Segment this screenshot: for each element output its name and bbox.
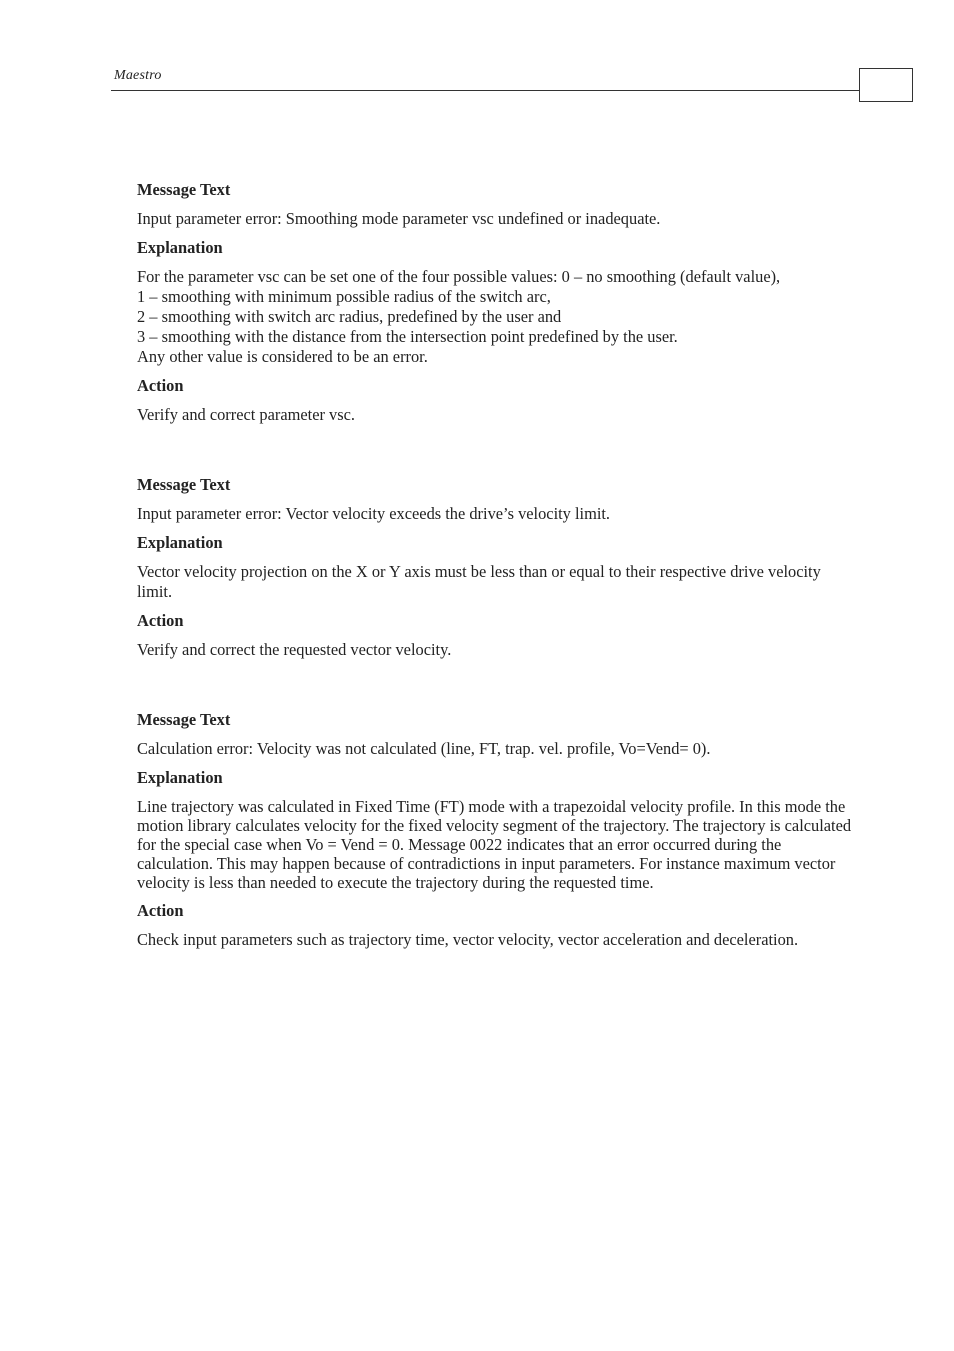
- document-body: [137, 180, 857, 949]
- explanation-line: 3 – smoothing with the distance from the intersection point predefined by the user.: [137, 327, 678, 346]
- action-heading: Action: [137, 901, 184, 920]
- explanation-line: 2 – smoothing with switch arc radius, predefined by the user and: [137, 307, 562, 326]
- explanation-text: Line trajectory was calculated in Fixed Time (FT) mode with a trapezoidal velocity profile. In this mode the motion library calculates velocity for the fixed velocity segment of the trajectory. The trajectory is calculated for the special case when Vo = Vend = 0. Message 0022 indicates that an error occurred during the calculation. This may happen because of contradictions in input parameters. For instance maximum vector velocity is less than needed to execute the trajectory during the requested time.: [137, 797, 852, 892]
- action-heading: Action: [137, 376, 184, 395]
- explanation-text: [137, 267, 857, 367]
- explanation-line: 1 – smoothing with minimum possible radius of the switch arc,: [137, 287, 551, 306]
- explanation-text: Vector velocity projection on the X or Y axis must be less than or equal to their respective drive velocity limit.: [137, 562, 821, 601]
- page-header: [111, 66, 859, 91]
- explanation-line: For the parameter vsc can be set one of the four possible values: 0 – no smoothing (default value),: [137, 267, 781, 286]
- explanation-heading: Explanation: [137, 533, 223, 552]
- action-text: Check input parameters such as trajectory time, vector velocity, vector acceleration and deceleration.: [137, 930, 799, 949]
- message-text-heading: Message Text: [137, 180, 231, 199]
- explanation-heading: Explanation: [137, 238, 223, 257]
- message-entry-1: [137, 180, 857, 425]
- action-text: Verify and correct the requested vector velocity.: [137, 640, 452, 659]
- message-text: Input parameter error: Vector velocity exceeds the drive’s velocity limit.: [137, 504, 611, 523]
- message-text-heading: Message Text: [137, 475, 231, 494]
- header-title: Maestro: [114, 68, 162, 83]
- explanation-heading: Explanation: [137, 768, 223, 787]
- message-text: Calculation error: Velocity was not calculated (line, FT, trap. vel. profile, Vo=Vend= 0).: [137, 739, 711, 758]
- message-text-heading: Message Text: [137, 710, 231, 729]
- message-entry-3: [137, 710, 857, 949]
- message-text: Input parameter error: Smoothing mode parameter vsc undefined or inadequate.: [137, 209, 661, 228]
- action-text: Verify and correct parameter vsc.: [137, 405, 355, 424]
- page-number-box: [859, 68, 913, 102]
- action-heading: Action: [137, 611, 184, 630]
- message-entry-2: [137, 475, 857, 660]
- explanation-line: Any other value is considered to be an error.: [137, 347, 428, 366]
